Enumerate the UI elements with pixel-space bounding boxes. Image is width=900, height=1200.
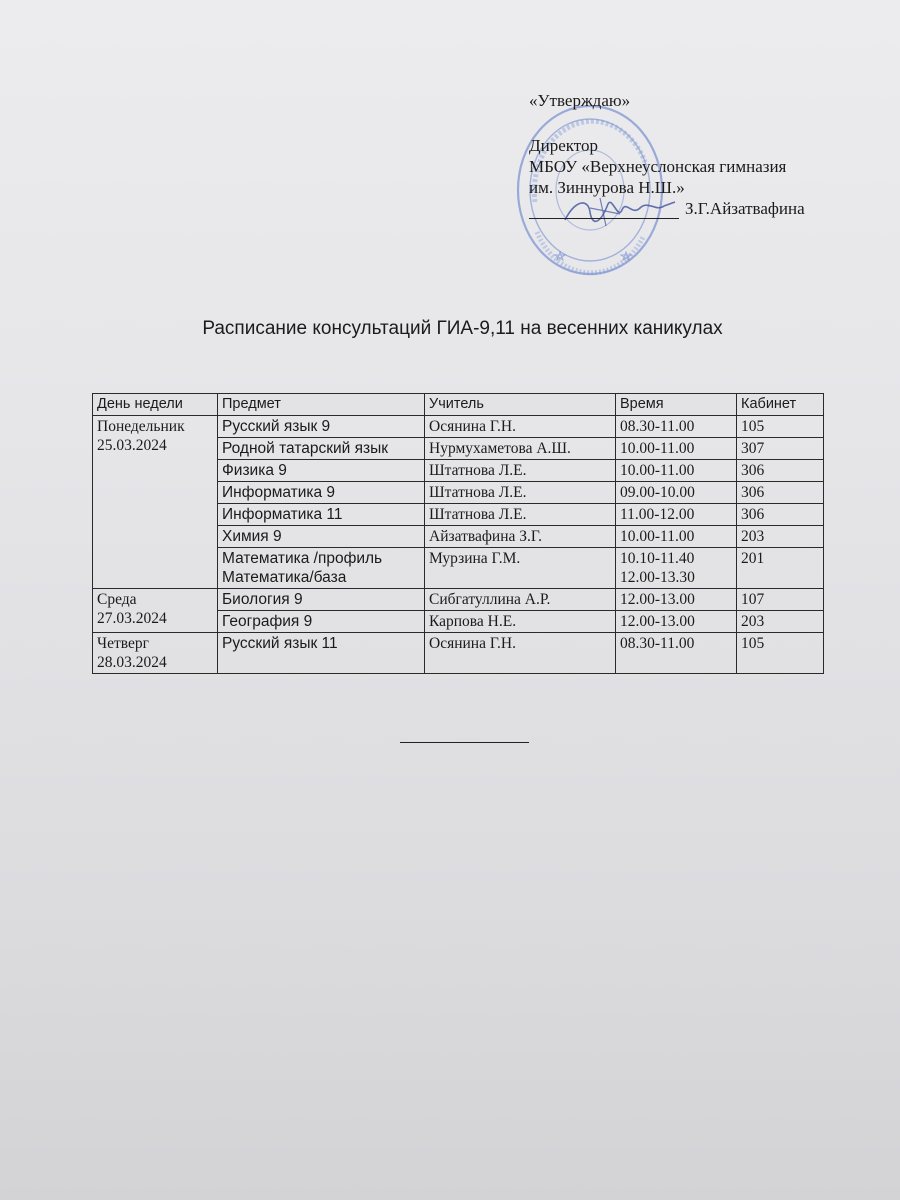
room-cell-text: 203 (741, 613, 765, 630)
table-row (93, 589, 824, 611)
room-cell (737, 416, 824, 438)
teacher-cell (425, 460, 616, 482)
teacher-cell-text: Нурмухаметова А.Ш. (429, 440, 571, 457)
day-cell (93, 589, 218, 633)
organization-line-2: им. Зиннурова Н.Ш.» (529, 178, 685, 197)
teacher-cell (425, 526, 616, 548)
teacher-cell (425, 589, 616, 611)
time-cell-text: 10.00-11.00 (620, 462, 695, 479)
teacher-cell-text: Штатнова Л.Е. (429, 462, 527, 479)
day-name: Четверг (97, 635, 149, 652)
teacher-cell (425, 416, 616, 438)
subject-cell-text: Русский язык 9 (222, 418, 331, 435)
room-cell-text: 107 (741, 591, 765, 608)
day-date: 25.03.2024 (97, 437, 167, 454)
subject-cell (218, 611, 425, 633)
day-name: Понедельник (97, 418, 185, 435)
time-cell-text: 11.00-12.00 (620, 506, 695, 523)
subject-cell (218, 460, 425, 482)
approval-heading: «Утверждаю» (529, 91, 631, 110)
header-room: Кабинет (737, 394, 824, 416)
room-cell (737, 633, 824, 674)
teacher-cell (425, 633, 616, 674)
time-cell (616, 438, 737, 460)
teacher-cell (425, 482, 616, 504)
day-cell (93, 633, 218, 674)
room-cell-text: 306 (741, 484, 765, 501)
subject-cell (218, 526, 425, 548)
room-cell (737, 548, 824, 589)
table-row (93, 633, 824, 674)
room-cell (737, 589, 824, 611)
time-cell-text: 12.00-13.00 (620, 613, 695, 630)
closing-rule (400, 742, 529, 743)
subject-cell-text: Химия 9 (222, 528, 282, 545)
room-cell (737, 526, 824, 548)
subject-cell-text: Биология 9 (222, 591, 303, 608)
room-cell-text: 306 (741, 506, 765, 523)
header-subject: Предмет (218, 394, 425, 416)
room-cell-text: 306 (741, 462, 765, 479)
signer-name: З.Г.Айзатвафина (685, 199, 805, 218)
subject-cell-text: Информатика 11 (222, 506, 343, 523)
day-date: 27.03.2024 (97, 610, 167, 627)
subject-cell-text: Русский язык 11 (222, 635, 338, 652)
time-cell-text: 08.30-11.00 (620, 418, 695, 435)
subject-cell-text-2: Математика/база (222, 569, 347, 586)
teacher-cell-text: Айзатвафина З.Г. (429, 528, 542, 545)
director-position: Директор (529, 136, 598, 155)
teacher-cell-text: Штатнова Л.Е. (429, 484, 527, 501)
teacher-cell-text: Карпова Н.Е. (429, 613, 517, 630)
time-cell-text: 12.00-13.00 (620, 591, 695, 608)
subject-cell (218, 589, 425, 611)
time-cell (616, 611, 737, 633)
teacher-cell (425, 438, 616, 460)
teacher-cell (425, 611, 616, 633)
subject-cell-text: Информатика 9 (222, 484, 336, 501)
subject-cell-text: Физика 9 (222, 462, 287, 479)
room-cell (737, 504, 824, 526)
subject-cell-text: География 9 (222, 613, 313, 630)
time-cell-text: 10.00-11.00 (620, 528, 695, 545)
time-cell (616, 416, 737, 438)
schedule-body (93, 416, 824, 674)
subject-cell (218, 504, 425, 526)
subject-cell-text: Математика /профиль (222, 550, 383, 567)
organization-line-1: МБОУ «Верхнеуслонская гимназия (529, 157, 787, 176)
room-cell (737, 482, 824, 504)
table-header-row (93, 394, 824, 416)
time-cell (616, 526, 737, 548)
time-cell-text: 08.30-11.00 (620, 635, 695, 652)
teacher-cell-text: Мурзина Г.М. (429, 550, 521, 567)
room-cell-text: 203 (741, 528, 765, 545)
signature-line (529, 200, 679, 219)
time-cell-text: 09.00-10.00 (620, 484, 695, 501)
teacher-cell (425, 548, 616, 589)
schedule-table (92, 393, 824, 674)
teacher-cell-text: Сибгатуллина А.Р. (429, 591, 551, 608)
time-cell (616, 633, 737, 674)
room-cell (737, 438, 824, 460)
subject-cell (218, 438, 425, 460)
time-cell-text: 10.10-11.40 (620, 550, 695, 567)
day-date: 28.03.2024 (97, 654, 167, 671)
teacher-cell-text: Осянина Г.Н. (429, 418, 516, 435)
time-cell (616, 504, 737, 526)
time-cell (616, 460, 737, 482)
header-day: День недели (93, 394, 218, 416)
teacher-cell-text: Осянина Г.Н. (429, 635, 516, 652)
header-teacher: Учитель (425, 394, 616, 416)
time-cell-text-2: 12.00-13.30 (620, 569, 695, 586)
subject-cell-text: Родной татарский язык (222, 440, 389, 457)
approval-block (529, 90, 869, 219)
time-cell (616, 482, 737, 504)
time-cell (616, 589, 737, 611)
room-cell-text: 105 (741, 635, 765, 652)
document-title: Расписание консультаций ГИА-9,11 на весенних каникулах (202, 318, 723, 339)
subject-cell (218, 548, 425, 589)
signature-row (529, 198, 869, 219)
day-name: Среда (97, 591, 137, 608)
header-time: Время (616, 394, 737, 416)
time-cell (616, 548, 737, 589)
teacher-cell (425, 504, 616, 526)
room-cell-text: 201 (741, 550, 765, 567)
time-cell-text: 10.00-11.00 (620, 440, 695, 457)
table-row (93, 416, 824, 438)
room-cell (737, 611, 824, 633)
day-cell (93, 416, 218, 589)
room-cell-text: 307 (741, 440, 765, 457)
subject-cell (218, 633, 425, 674)
subject-cell (218, 482, 425, 504)
room-cell (737, 460, 824, 482)
room-cell-text: 105 (741, 418, 765, 435)
subject-cell (218, 416, 425, 438)
teacher-cell-text: Штатнова Л.Е. (429, 506, 527, 523)
